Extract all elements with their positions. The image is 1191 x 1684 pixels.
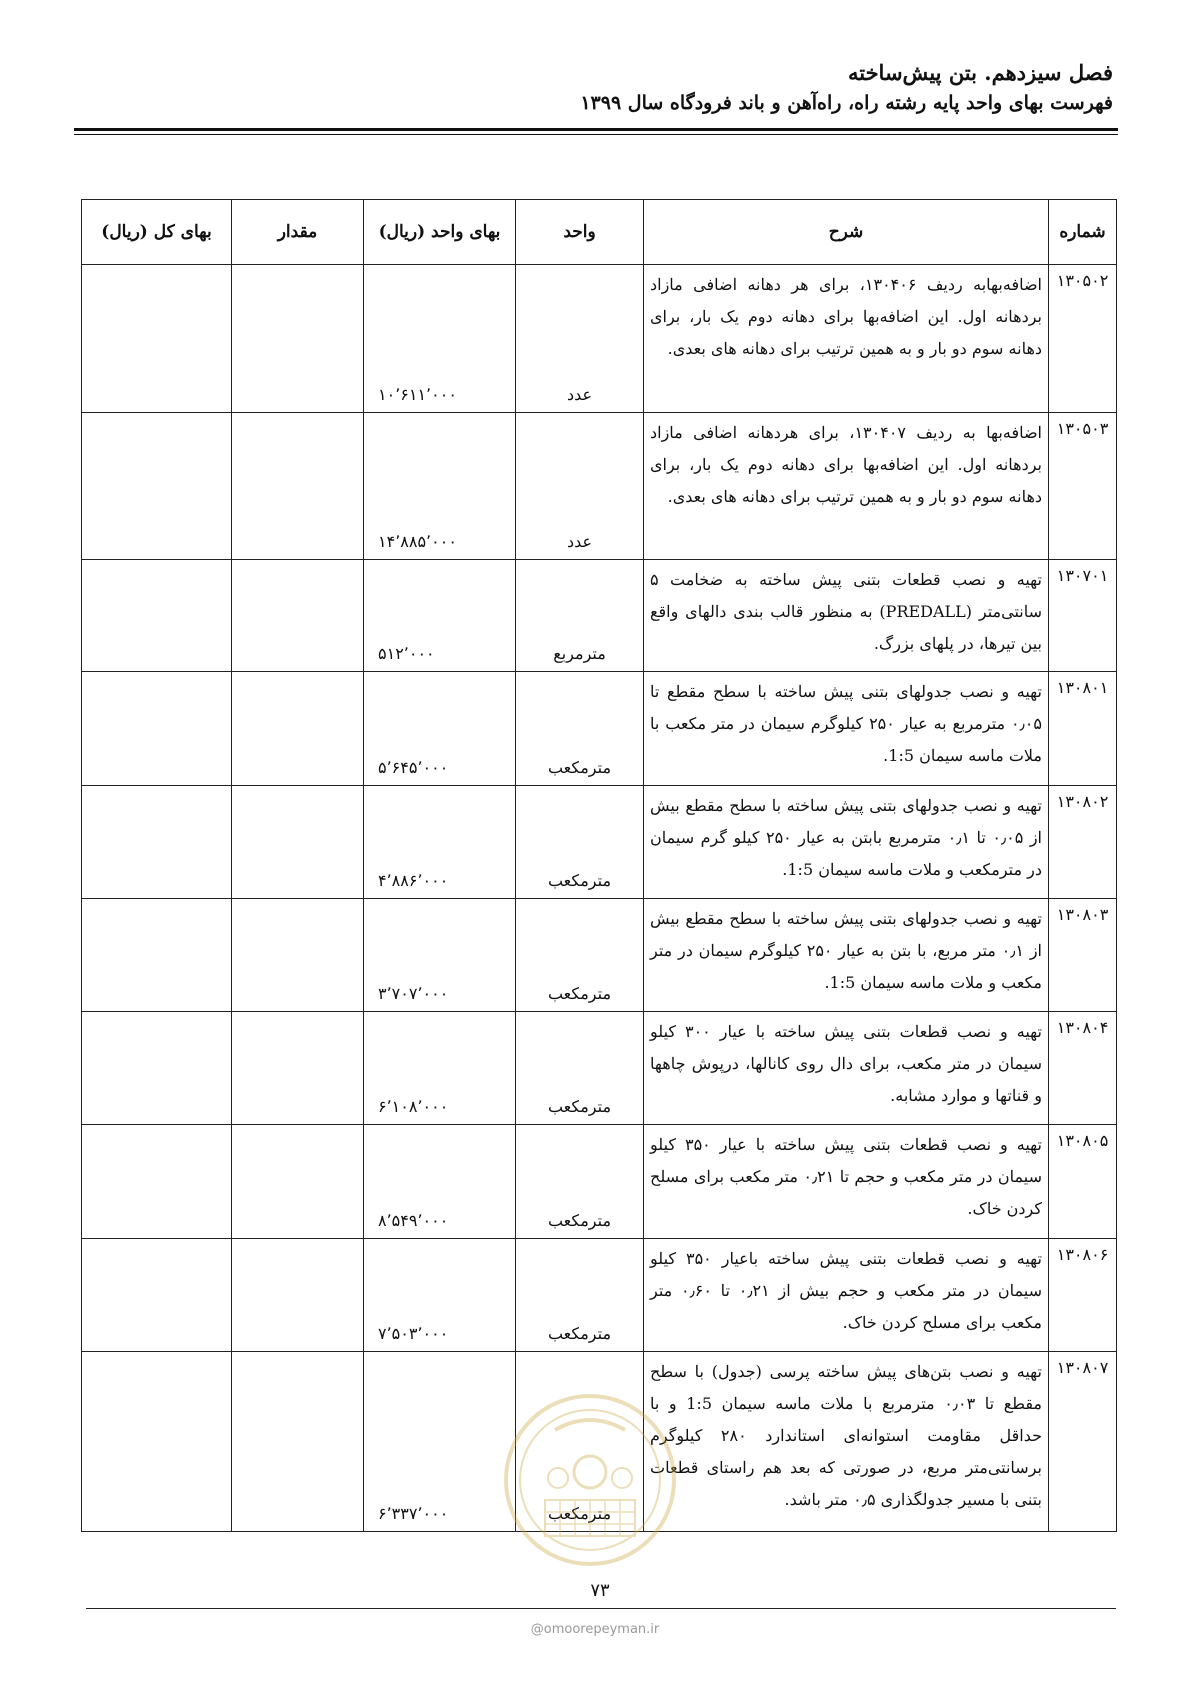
row-code: ۱۳۰۸۰۲ xyxy=(1049,786,1117,899)
row-quantity xyxy=(232,265,364,413)
row-total xyxy=(82,899,232,1012)
table-row xyxy=(82,1125,1117,1239)
row-total xyxy=(82,560,232,672)
col-header-description: شرح xyxy=(644,200,1049,265)
table-row xyxy=(82,560,1117,672)
watermark-logo-icon xyxy=(500,1390,680,1570)
row-total xyxy=(82,413,232,560)
col-header-total-price: بهای کل (ریال) xyxy=(82,200,232,265)
row-quantity xyxy=(232,786,364,899)
row-code: ۱۳۰۸۰۳ xyxy=(1049,899,1117,1012)
row-quantity xyxy=(232,1239,364,1352)
row-total xyxy=(82,672,232,786)
row-description: تهیه و نصب بتن‌های پیش ساخته پرسی (جدول) با سطح مقطع تا ۰٫۰۳ مترمربع با ملات ماسه سیمان 1:5 و با حداقل مقاومت استوانه‌ای استاندارد ۲۸۰ کیلوگرم برسانتی‌متر مربع، در صورتی که بعد هم راستای قطعات بتنی با مسیر جدولگذاری ۰٫۵ متر باشد. xyxy=(644,1352,1049,1532)
row-total xyxy=(82,1125,232,1239)
header-rule-thick xyxy=(74,128,1118,131)
row-unit: مترمربع xyxy=(516,560,644,672)
row-quantity xyxy=(232,672,364,786)
row-unit: عدد xyxy=(516,413,644,560)
row-description: تهیه و نصب جدولهای بتنی پیش ساخته با سطح مقطع بیش از ۰٫۱ متر مربع، با بتن به عیار ۲۵۰ کیلوگرم سیمان در متر مکعب و ملات ماسه سیمان 1:5. xyxy=(644,899,1049,1012)
row-unit: مترمکعب xyxy=(516,786,644,899)
row-description: اضافه‌بهابه ردیف ۱۳۰۴۰۶، برای هر دهانه اضافی مازاد بردهانه اول. این اضافه‌بها برای دهانه دوم یک بار، برای دهانه سوم دو بار و به همین ترتیب برای دهانه های بعدی. xyxy=(644,265,1049,413)
row-unit: مترمکعب xyxy=(516,1352,644,1532)
row-unit-price: ۶٬۱۰۸٬۰۰۰ xyxy=(364,1012,516,1125)
row-description: تهیه و نصب قطعات بتنی پیش ساخته با عیار ۳۵۰ کیلو سیمان در متر مکعب و حجم تا ۰٫۲۱ متر مکعب برای مسلح کردن خاک. xyxy=(644,1125,1049,1239)
row-code: ۱۳۰۸۰۴ xyxy=(1049,1012,1117,1125)
page-header xyxy=(73,58,1113,118)
table-row xyxy=(82,899,1117,1012)
col-header-unit-price: بهای واحد (ریال) xyxy=(364,200,516,265)
col-header-unit: واحد xyxy=(516,200,644,265)
page-number: ۷۳ xyxy=(590,1580,610,1601)
row-description: تهیه و نصب جدولهای بتنی پیش ساخته با سطح مقطع بیش از ۰٫۰۵ تا ۰٫۱ مترمربع بابتن به عیار ۲۵۰ کیلو گرم سیمان در مترمکعب و ملات ماسه سیمان 1:5. xyxy=(644,786,1049,899)
footer-rule xyxy=(86,1608,1116,1609)
chapter-title: فصل سیزدهم. بتن پیش‌ساخته xyxy=(847,60,1113,85)
table-row xyxy=(82,413,1117,560)
col-header-quantity: مقدار xyxy=(232,200,364,265)
row-code: ۱۳۰۵۰۳ xyxy=(1049,413,1117,560)
row-quantity xyxy=(232,413,364,560)
website-watermark: @omoorepeyman.ir xyxy=(530,1622,660,1637)
row-unit-price: ۸٬۵۴۹٬۰۰۰ xyxy=(364,1125,516,1239)
row-code: ۱۳۰۸۰۶ xyxy=(1049,1239,1117,1352)
row-description: تهیه و نصب قطعات بتنی پیش ساخته به ضخامت ۵ سانتی‌متر (PREDALL) به منظور قالب بندی دالهای واقع بین تیرها، در پلهای بزرگ. xyxy=(644,560,1049,672)
row-quantity xyxy=(232,899,364,1012)
row-code: ۱۳۰۸۰۱ xyxy=(1049,672,1117,786)
table-header-row xyxy=(82,200,1117,265)
row-quantity xyxy=(232,1352,364,1532)
row-description: تهیه و نصب قطعات بتنی پیش ساخته با عیار ۳۰۰ کیلو سیمان در متر مکعب، برای دال روی کانالها، درپوش چاهها و قناتها و موارد مشابه. xyxy=(644,1012,1049,1125)
row-unit-price: ۴٬۸۸۶٬۰۰۰ xyxy=(364,786,516,899)
table-row xyxy=(82,672,1117,786)
table-row xyxy=(82,1239,1117,1352)
row-description: تهیه و نصب جدولهای بتنی پیش ساخته با سطح مقطع تا ۰٫۰۵ مترمربع به عیار ۲۵۰ کیلوگرم سیمان در متر مکعب با ملات ماسه سیمان 1:5. xyxy=(644,672,1049,786)
row-description: اضافه‌بها به ردیف ۱۳۰۴۰۷، برای هردهانه اضافی مازاد بردهانه اول. این اضافه‌بها برای دهانه دوم یک بار، برای دهانه سوم دو بار و به همین ترتیب برای دهانه های بعدی. xyxy=(644,413,1049,560)
price-table xyxy=(81,199,1117,1532)
row-quantity xyxy=(232,1012,364,1125)
row-description: تهیه و نصب قطعات بتنی پیش ساخته باعیار ۳۵۰ کیلو سیمان در متر مکعب و حجم بیش از ۰٫۲۱ تا ۰٫۶۰ متر مکعب برای مسلح کردن خاک. xyxy=(644,1239,1049,1352)
row-unit: عدد xyxy=(516,265,644,413)
row-unit-price: ۱۰٬۶۱۱٬۰۰۰ xyxy=(364,265,516,413)
row-code: ۱۳۰۵۰۲ xyxy=(1049,265,1117,413)
header-rule-thin xyxy=(74,134,1118,135)
row-total xyxy=(82,265,232,413)
row-code: ۱۳۰۸۰۷ xyxy=(1049,1352,1117,1532)
row-code: ۱۳۰۷۰۱ xyxy=(1049,560,1117,672)
row-unit: مترمکعب xyxy=(516,899,644,1012)
row-total xyxy=(82,786,232,899)
row-unit: مترمکعب xyxy=(516,672,644,786)
table-row xyxy=(82,1012,1117,1125)
row-quantity xyxy=(232,1125,364,1239)
row-unit-price: ۳٬۷۰۷٬۰۰۰ xyxy=(364,899,516,1012)
table-row xyxy=(82,786,1117,899)
row-unit-price: ۵۱۲٬۰۰۰ xyxy=(364,560,516,672)
row-unit: مترمکعب xyxy=(516,1239,644,1352)
row-unit: مترمکعب xyxy=(516,1012,644,1125)
row-unit-price: ۵٬۶۴۵٬۰۰۰ xyxy=(364,672,516,786)
row-code: ۱۳۰۸۰۵ xyxy=(1049,1125,1117,1239)
row-unit: مترمکعب xyxy=(516,1125,644,1239)
table-row xyxy=(82,265,1117,413)
row-unit-price: ۷٬۵۰۳٬۰۰۰ xyxy=(364,1239,516,1352)
row-total xyxy=(82,1352,232,1532)
col-header-code: شماره xyxy=(1049,200,1117,265)
row-total xyxy=(82,1239,232,1352)
price-list-subtitle: فهرست بهای واحد پایه رشته راه، راه‌آهن و باند فرودگاه سال ۱۳۹۹ xyxy=(580,92,1113,114)
row-quantity xyxy=(232,560,364,672)
row-total xyxy=(82,1012,232,1125)
row-unit-price: ۶٬۳۳۷٬۰۰۰ xyxy=(364,1352,516,1532)
row-unit-price: ۱۴٬۸۸۵٬۰۰۰ xyxy=(364,413,516,560)
